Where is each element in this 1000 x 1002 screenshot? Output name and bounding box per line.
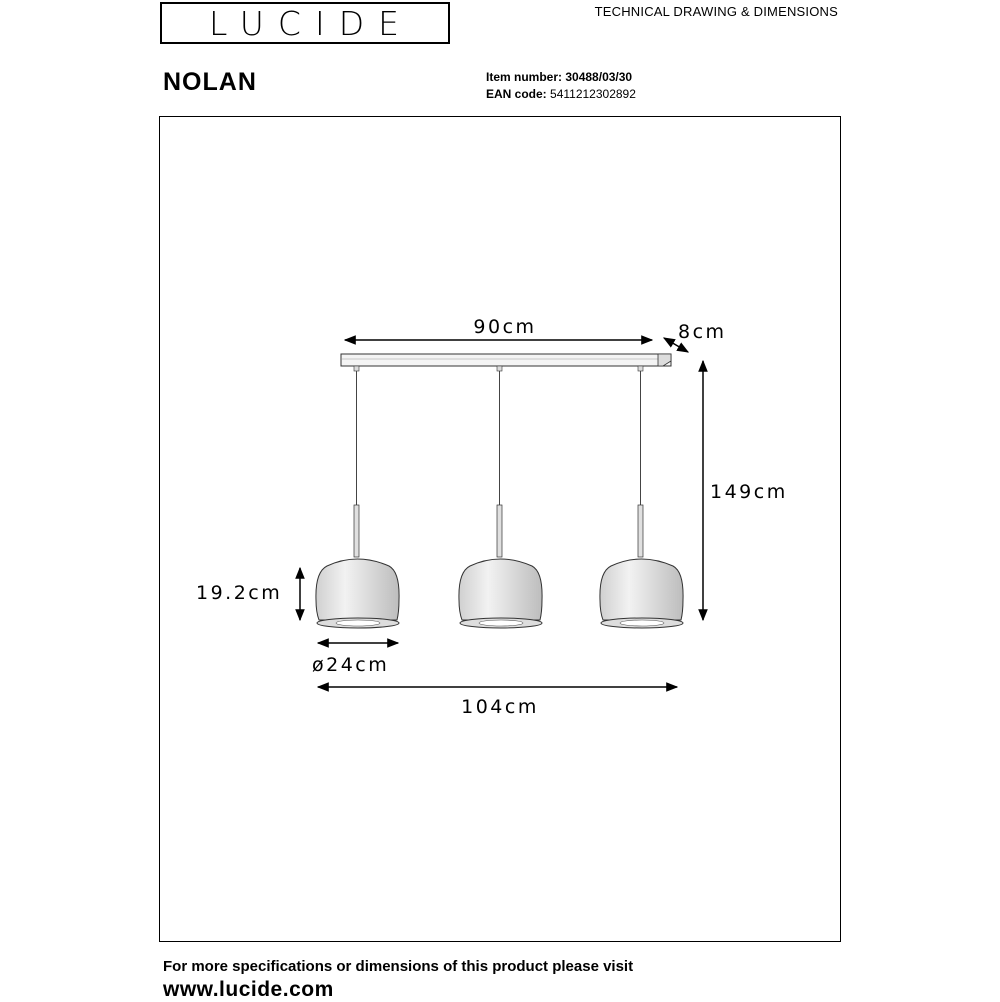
ean-value: 5411212302892 — [550, 87, 636, 101]
ean-label: EAN code: — [486, 87, 547, 101]
pendant-light — [316, 366, 399, 628]
logo-text: LUCIDE — [209, 3, 413, 43]
dimension-label-canopy-depth: 8cm — [678, 321, 727, 343]
dimension-label-shade-height: 19.2cm — [196, 582, 283, 604]
pendant-light — [600, 366, 683, 628]
item-number-value: 30488/03/30 — [565, 70, 633, 84]
dimension-label-total-height: 149cm — [710, 481, 788, 503]
footer-info-text: For more specifications or dimensions of this product please visit — [163, 958, 634, 975]
pendant-light — [459, 366, 542, 628]
item-number-label: Item number: — [486, 70, 563, 84]
ceiling-canopy — [341, 354, 671, 366]
dimension-label-canopy-length: 90cm — [473, 316, 537, 338]
document-type-label: TECHNICAL DRAWING & DIMENSIONS — [594, 4, 838, 19]
dimension-label-shade-diameter: ø24cm — [312, 654, 390, 676]
footer-website-link[interactable]: www.lucide.com — [163, 978, 334, 1001]
dimension-label-total-width: 104cm — [461, 696, 539, 718]
product-name: NOLAN — [163, 68, 257, 96]
